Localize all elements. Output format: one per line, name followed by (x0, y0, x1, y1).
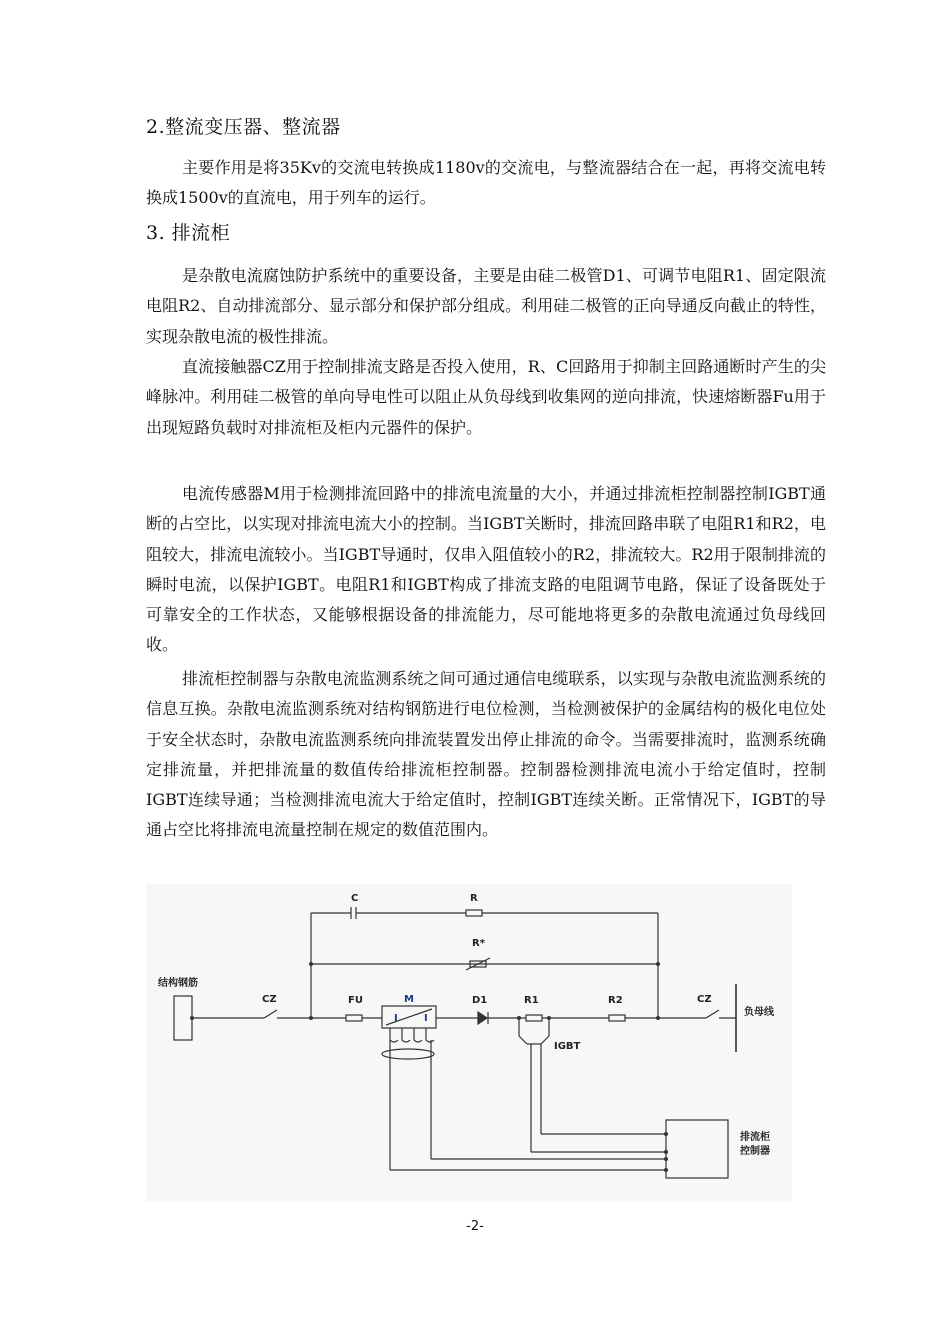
drainage-controller-box (666, 1120, 728, 1178)
diode-symbol (478, 1012, 487, 1024)
label-r2: R2 (608, 995, 623, 1006)
section-heading-drainage-cabinet: 3. 排流柜 (146, 222, 231, 244)
label-d1: D1 (472, 995, 488, 1006)
label-sensor-i-right: I (424, 1013, 428, 1024)
label-r: R (470, 893, 478, 904)
label-r1: R1 (524, 995, 539, 1006)
resistor-r1 (526, 1015, 542, 1021)
label-r-star: R* (472, 938, 485, 949)
paragraph-drainage-intro: 是杂散电流腐蚀防护系统中的重要设备，主要是由硅二极管D1、可调节电阻R1、固定限流电阻R2、自动排流部分、显示部分和保护部分组成。利用硅二极管的正向导通反向截止的特性，实现杂散电流的极性排流。 (146, 266, 826, 346)
section-heading-rectifier: 2.整流变压器、整流器 (146, 116, 341, 138)
steel-terminal-box (174, 996, 192, 1040)
label-igbt: IGBT (554, 1041, 581, 1052)
fuse-symbol (346, 1015, 362, 1021)
resistor-r2 (609, 1015, 625, 1021)
paragraph-controller: 排流柜控制器与杂散电流监测系统之间可通过通信电缆联系，以实现与杂散电流监测系统的信息互换。杂散电流监测系统对结构钢筋进行电位检测，当检测被保护的金属结构的极化电位处于安全状态时，杂散电流监测系统向排流装置发出停止排流的命令。当需要排流时，监测系统确定排流量，并把排流量的数值传给排流柜控制器。控制器检测排流电流小于给定值时，控制IGBT连续导通；当检测排流电流大于给定值时，控制IGBT连续关断。正常情况下，IGBT的导通占空比将排流电流量控制在规定的数值范围内。 (146, 669, 826, 840)
label-controller-line1: 排流柜 (740, 1132, 770, 1143)
label-controller-line2: 控制器 (740, 1146, 770, 1157)
label-structural-steel: 结构钢筋 (158, 978, 198, 989)
label-negative-bus: 负母线 (744, 1007, 774, 1018)
label-c: C (351, 893, 359, 904)
label-cz-left: CZ (262, 994, 277, 1005)
resistor-r (466, 910, 482, 916)
label-cz-right: CZ (697, 994, 712, 1005)
paragraph-current-sensor: 电流传感器M用于检测排流回路中的排流电流量的大小，并通过排流柜控制器控制IGBT通断的占空比，以实现对排流电流大小的控制。当IGBT关断时，排流回路串联了电阻R1和R2，电阻较大，排流电流较小。当IGBT导通时，仅串入阻值较小的R2，排流较大。R2用于限制排流的瞬时电流，以保护IGBT。电阻R1和IGBT构成了排流支路的电阻调节电路，保证了设备既处于可靠安全的工作状态，又能够根据设备的排流能力，尽可能地将更多的杂散电流通过负母线回收。 (146, 484, 826, 655)
paragraph-rectifier: 主要作用是将35Kv的交流电转换成1180v的交流电，与整流器结合在一起，再将交流电转换成1500v的直流电，用于列车的运行。 (146, 158, 826, 208)
cz-left-switch (264, 1010, 277, 1018)
page-number: -2- (466, 1219, 484, 1234)
igbt-symbol (519, 1036, 527, 1044)
label-m: M (404, 994, 414, 1005)
paragraph-contactor: 直流接触器CZ用于控制排流支路是否投入使用，R、C回路用于抑制主回路通断时产生的尖峰脉冲。利用硅二极管的单向导电性可以阻止从负母线到收集网的逆向排流，快速熔断器Fu用于出现短路负载时对排流柜及柜内元器件的保护。 (146, 357, 826, 437)
drainage-circuit-diagram (146, 884, 792, 1202)
cz-right-switch (706, 1010, 719, 1018)
label-fu: FU (348, 995, 363, 1006)
circuit-svg (146, 884, 792, 1202)
label-sensor-i-left: I (394, 1013, 398, 1024)
